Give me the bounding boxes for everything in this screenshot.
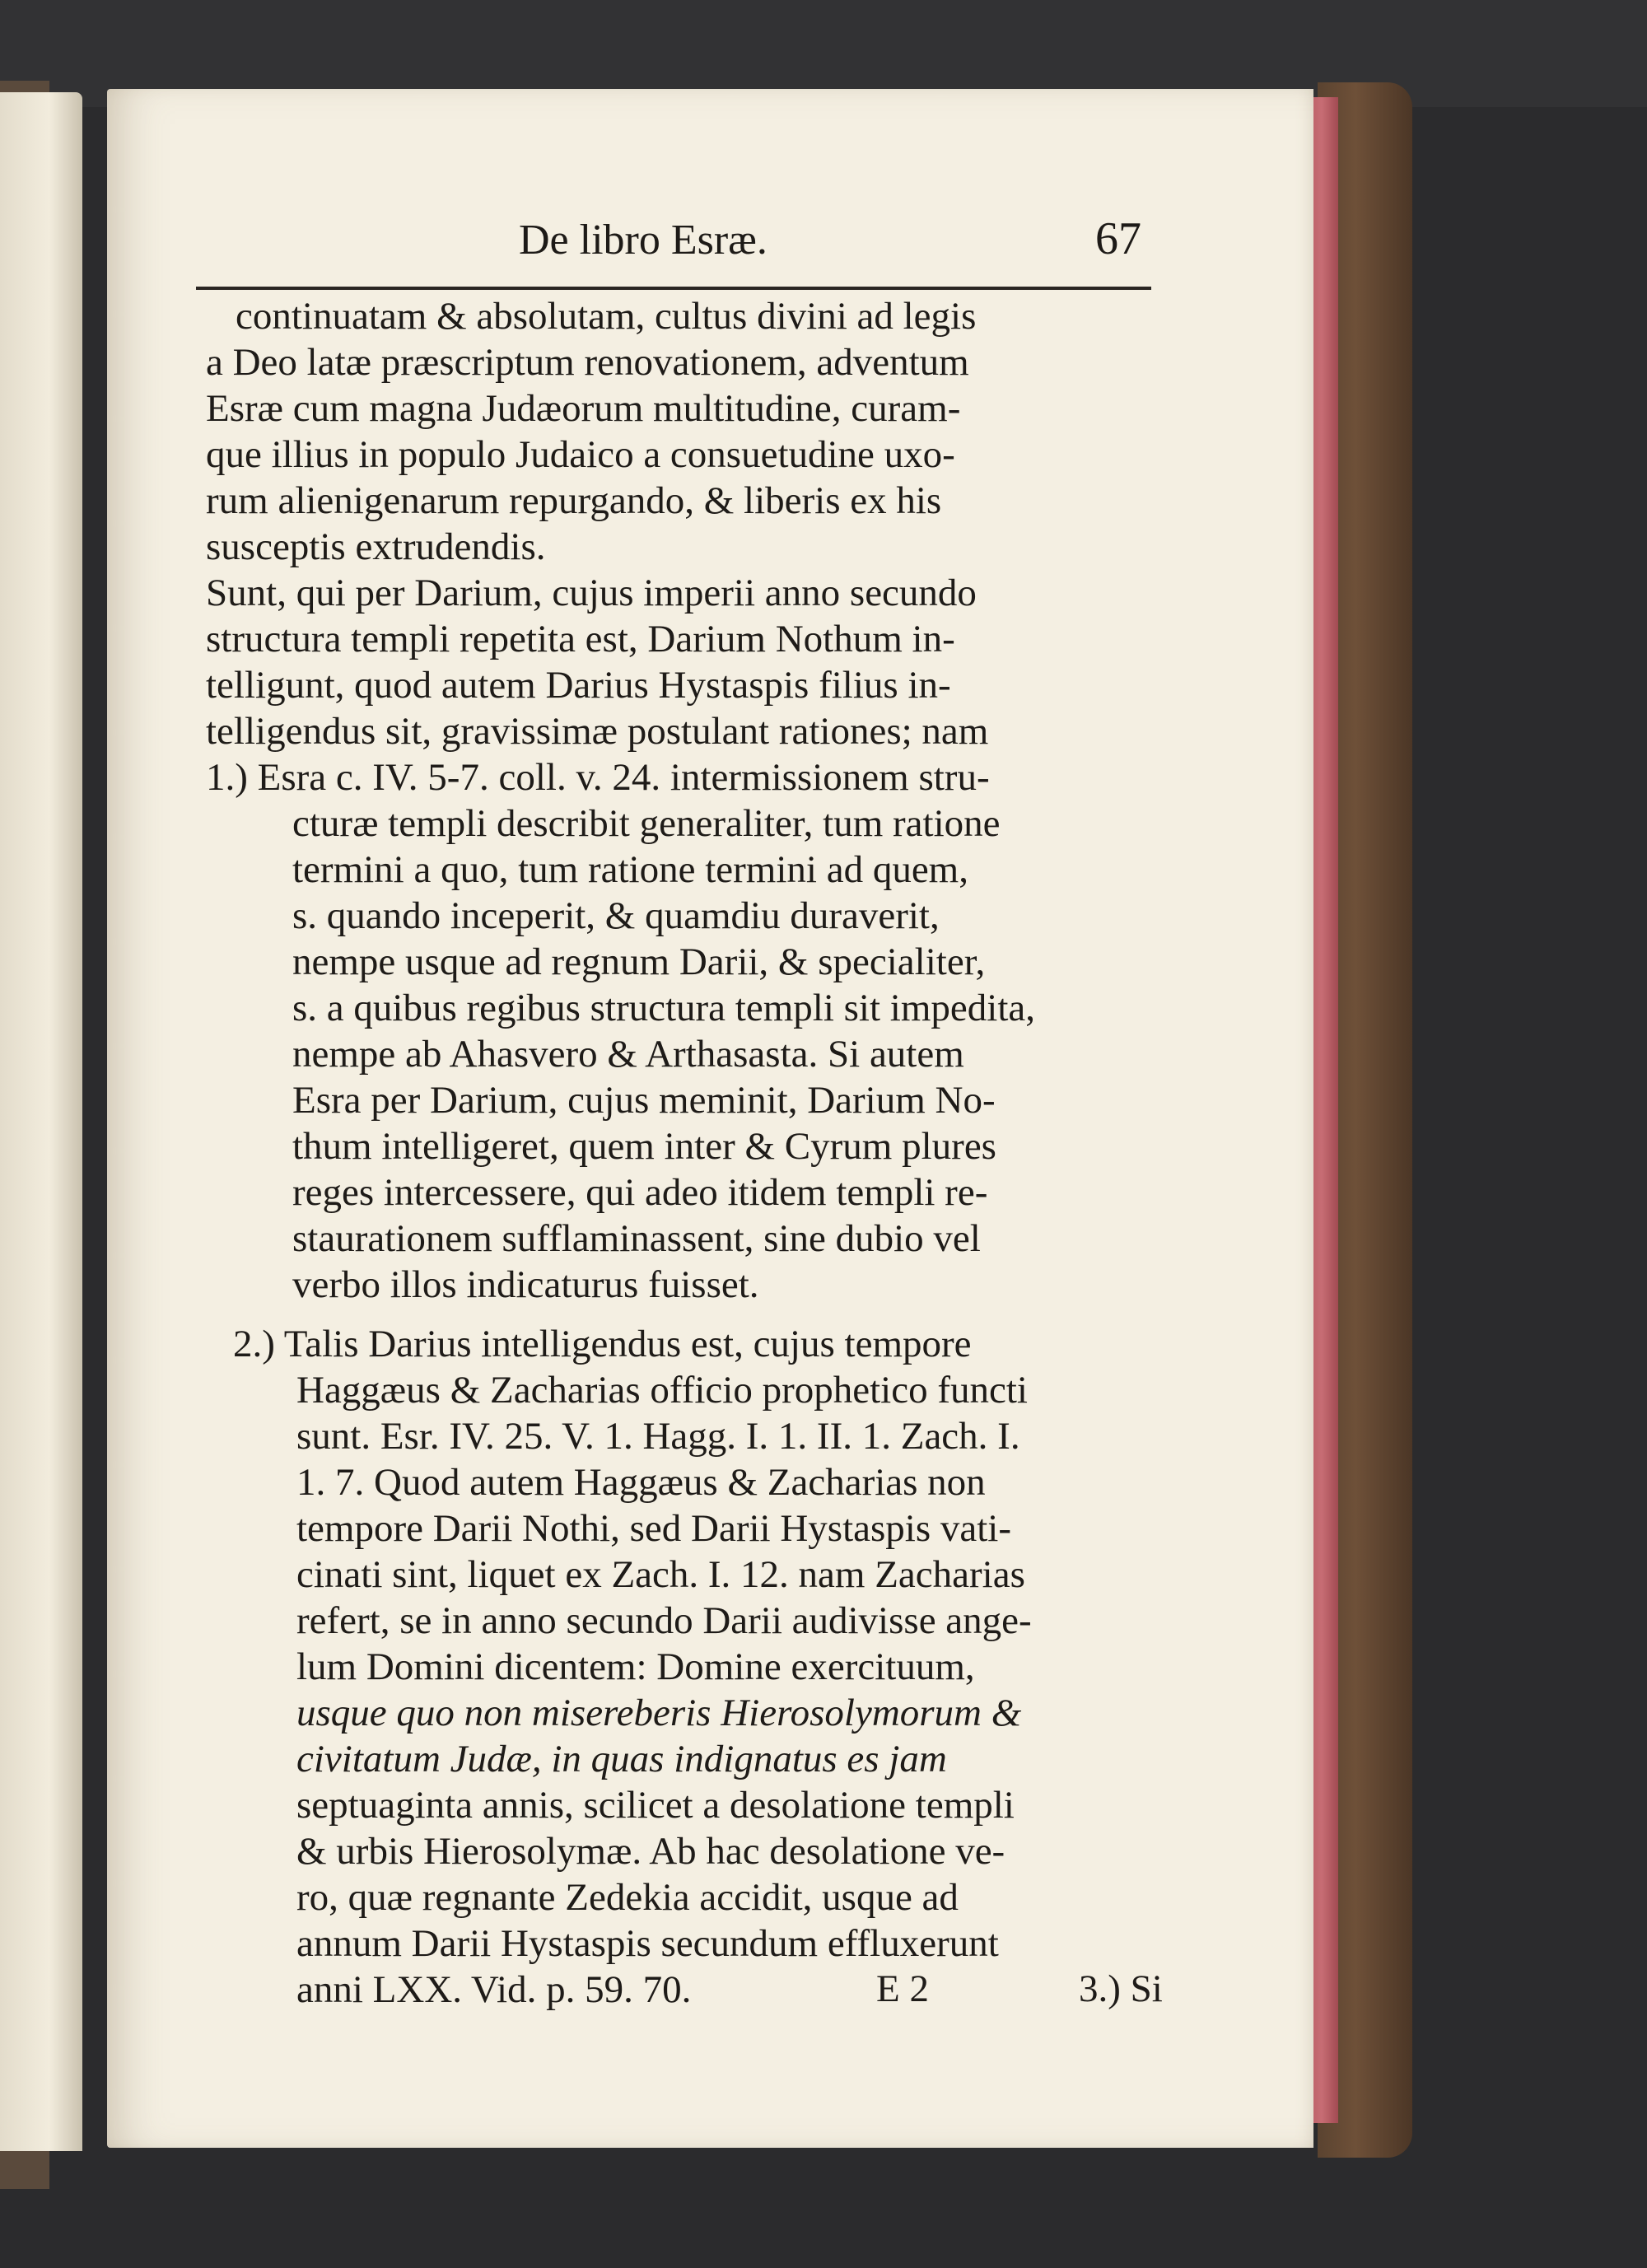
text-line: Esra per Darium, cujus meminit, Darium No- (292, 1079, 996, 1122)
text-line: refert, se in anno secundo Darii audivisse ange- (296, 1599, 1032, 1642)
text-line: termini a quo, tum ratione termini ad quem, (292, 848, 968, 891)
text-line: cinati sint, liquet ex Zach. I. 12. nam Zacharias (296, 1553, 1025, 1596)
text-line: & urbis Hierosolymæ. Ab hac desolatione ve- (296, 1830, 1005, 1873)
text-line: nempe ab Ahasvero & Arthasasta. Si autem (292, 1033, 964, 1076)
text-line: 1. 7. Quod autem Haggæus & Zacharias non (296, 1461, 986, 1504)
text-line: thum intelligeret, quem inter & Cyrum plures (292, 1125, 996, 1168)
catchword: 3.) Si (1079, 1967, 1163, 2010)
text-line: s. quando inceperit, & quamdiu duraverit, (292, 894, 940, 937)
text-line-italic: usque quo non misereberis Hierosolymorum & (296, 1692, 1022, 1734)
text-line: a Deo latæ præscriptum renovationem, adventum (206, 341, 969, 384)
text-line: rum alienigenarum repurgando, & liberis ex his (206, 479, 942, 522)
text-line: verbo illos indicaturus fuisset. (292, 1263, 759, 1306)
text-line: telligendus sit, gravissimæ postulant rationes; nam (206, 710, 989, 753)
header-rule (196, 287, 1151, 290)
text-line-italic: civitatum Judæ, in quas indignatus es jam (296, 1738, 947, 1780)
text-line: continuatam & absolutam, cultus divini ad legis (236, 295, 977, 338)
text-line: anni LXX. Vid. p. 59. 70. (296, 1968, 692, 2011)
text-line: lum Domini dicentem: Domine exercituum, (296, 1645, 975, 1688)
text-line: staurationem sufflaminassent, sine dubio vel (292, 1217, 981, 1260)
text-line: ro, quæ regnante Zedekia accidit, usque ad (296, 1876, 959, 1919)
text-line: s. a quibus regibus structura templi sit impedita, (292, 987, 1035, 1029)
text-line: Haggæus & Zacharias officio prophetico functi (296, 1369, 1028, 1412)
signature-mark: E 2 (876, 1967, 929, 2010)
text-line: cturæ templi describit generaliter, tum ratione (292, 802, 1001, 845)
running-title: De libro Esræ. (519, 217, 768, 264)
text-line: susceptis extrudendis. (206, 525, 546, 568)
text-line: structura templi repetita est, Darium Nothum in- (206, 618, 955, 660)
text-line: reges intercessere, qui adeo itidem templi re- (292, 1171, 988, 1214)
text-line: 2.) Talis Darius intelligendus est, cujus tempore (233, 1323, 972, 1365)
text-line: septuaginta annis, scilicet a desolatione templi (296, 1784, 1015, 1827)
text-line: nempe usque ad regnum Darii, & specialiter, (292, 940, 986, 983)
text-line: tempore Darii Nothi, sed Darii Hystaspis vati- (296, 1507, 1012, 1550)
text-line: annum Darii Hystaspis secundum effluxerunt (296, 1922, 999, 1965)
text-line: Esræ cum magna Judæorum multitudine, curam- (206, 387, 961, 430)
text-line: 1.) Esra c. IV. 5-7. coll. v. 24. intermissionem stru- (206, 756, 990, 799)
left-page-edge (0, 92, 82, 2151)
text-line: que illius in populo Judaico a consuetudine uxo- (206, 433, 955, 476)
text-line: Sunt, qui per Darium, cujus imperii anno secundo (206, 572, 977, 614)
text-line: telligunt, quod autem Darius Hystaspis filius in- (206, 664, 951, 707)
page-number: 67 (1095, 213, 1141, 264)
text-line: sunt. Esr. IV. 25. V. 1. Hagg. I. 1. II. 1. Zach. I. (296, 1415, 1020, 1458)
